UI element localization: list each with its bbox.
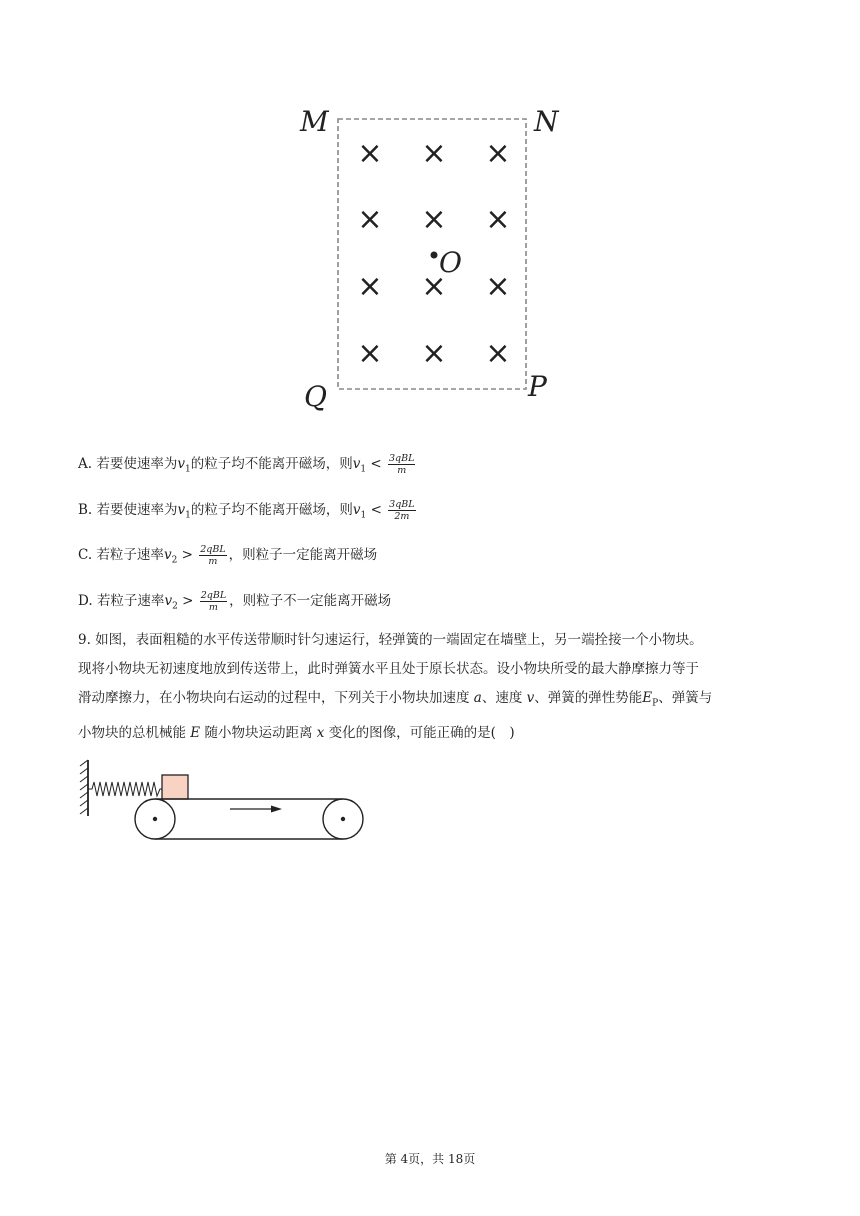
option-a: A. 若要使速率为$v_1$的粒子均不能离开磁场，则$v_1$ < $\frac{\text{3qBL}}{m}$ bbox=[78, 453, 415, 476]
q9-line-3: 滑动摩擦力，在小物块向右运动的过程中，下列关于小物块加速度 a、速度 v、弹簧的弹性势能$E_P$、弹簧与 bbox=[78, 690, 713, 709]
field-cross-icon: × bbox=[421, 269, 447, 304]
fraction: $\frac{\text{3qBL}}{m}$ bbox=[389, 453, 415, 476]
option-d: D. 若粒子速率$v_2$ > $\frac{\text{2qBL}}{m}$ ，则粒子不一定能离开磁场 bbox=[78, 590, 392, 613]
magnetic-field-figure bbox=[296, 100, 566, 415]
center-point bbox=[431, 252, 438, 259]
q9-line-4: 小物块的总机械能 E 随小物块运动距离 x 变化的图像，可能正确的是( ) bbox=[78, 724, 515, 741]
q9-line-1: 9. 如图，表面粗糙的水平传送带顺时针匀速运行，轻弹簧的一端固定在墙壁上，另一端拴接一个小物块。 bbox=[78, 632, 703, 648]
field-cross-icon: × bbox=[357, 269, 383, 304]
page-footer: 第 4页，共 18页 bbox=[384, 1152, 476, 1166]
left-pulley-axle bbox=[153, 817, 157, 821]
q9-line-2: 现将小物块无初速度地放到传送带上，此时弹簧水平且处于原长状态。设小物块所受的最大静摩擦力等于 bbox=[78, 661, 699, 677]
label-O: O bbox=[439, 246, 462, 279]
field-cross-icon: × bbox=[485, 202, 511, 237]
fraction: $\frac{\text{3qBL}}{2m}$ bbox=[389, 499, 415, 522]
question-9-text bbox=[78, 626, 788, 748]
field-cross-icon: × bbox=[421, 336, 447, 371]
option-b: B. 若要使速率为$v_1$的粒子均不能离开磁场，则$v_1$ < $\frac{\text{3qBL}}{2m}$ bbox=[78, 499, 415, 522]
field-cross-icon: × bbox=[485, 269, 511, 304]
field-cross-icon: × bbox=[421, 202, 447, 237]
label-P: P bbox=[528, 370, 547, 403]
arrow-head-icon bbox=[271, 806, 282, 813]
label-N: N bbox=[534, 105, 559, 138]
field-cross-icon: × bbox=[421, 136, 447, 171]
field-cross-icon: × bbox=[485, 336, 511, 371]
right-pulley-axle bbox=[341, 817, 345, 821]
wall-hatching bbox=[80, 760, 88, 814]
field-cross-icon: × bbox=[485, 136, 511, 171]
option-c: C. 若粒子速率$v_2$ > $\frac{\text{2qBL}}{m}$ ，则粒子一定能离开磁场 bbox=[78, 544, 378, 567]
label-M: M bbox=[300, 105, 329, 138]
label-Q: Q bbox=[304, 380, 327, 413]
fraction: $\frac{\text{2qBL}}{m}$ bbox=[200, 590, 227, 613]
small-block bbox=[162, 775, 188, 799]
field-cross-icon: × bbox=[357, 202, 383, 237]
field-cross-icon: × bbox=[357, 336, 383, 371]
fraction: $\frac{\text{2qBL}}{m}$ bbox=[200, 544, 226, 567]
spring bbox=[88, 782, 162, 796]
field-cross-icon: × bbox=[357, 136, 383, 171]
conveyor-belt-figure bbox=[78, 758, 368, 846]
